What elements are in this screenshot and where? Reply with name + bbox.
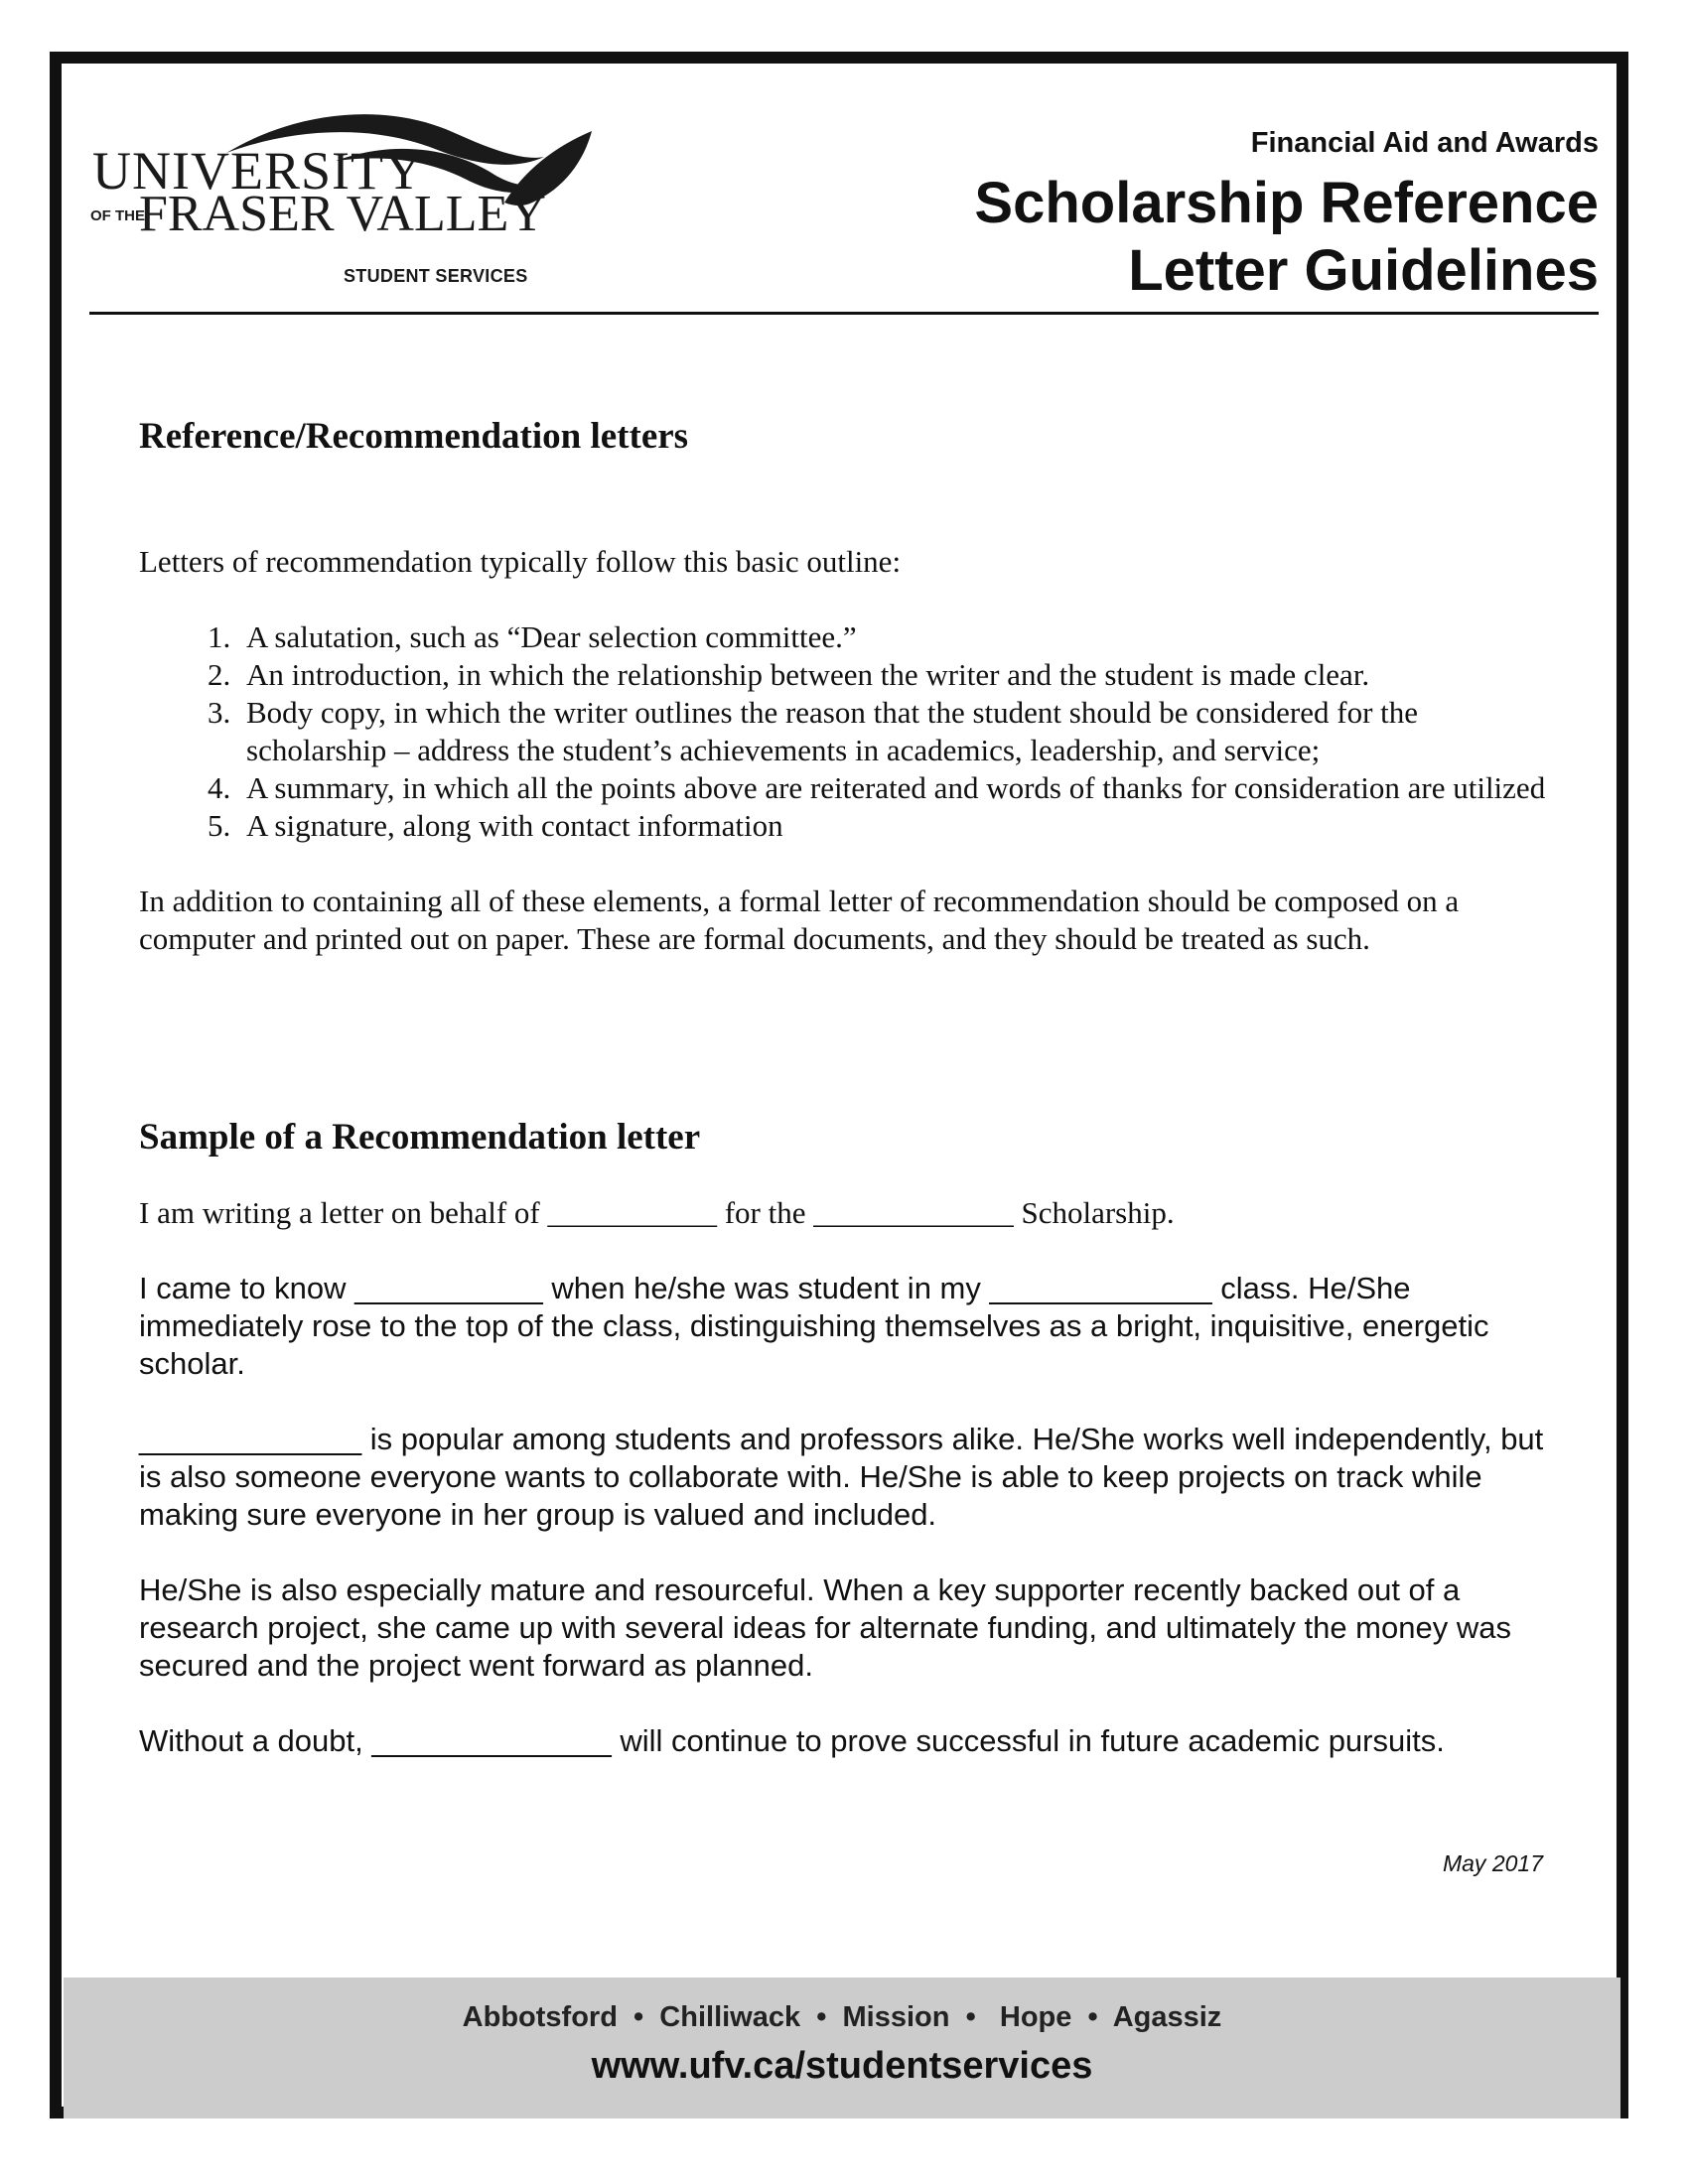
list-item: 2. An introduction, in which the relationship between the writer and the student is made clear.: [238, 656, 1549, 694]
logo-student-services-text: STUDENT SERVICES: [344, 266, 528, 286]
sample-paragraph-5: Without a doubt, ______________ will continue to prove successful in future academic pursuits.: [139, 1723, 1445, 1758]
logo-of-the-text: OF THE: [90, 207, 145, 224]
logo-fraser-valley-text: FRASER VALLEY: [139, 186, 546, 242]
header-divider: [89, 312, 1599, 315]
list-item: 1. A salutation, such as “Dear selection committee.”: [238, 618, 1549, 656]
outline-block: [139, 543, 1549, 958]
sample-paragraph-4: He/She is also especially mature and resourceful. When a key supporter recently backed out of a research project, she came up with several ideas for alternate funding, and ultimately the money was secured and the project went forward as planned.: [139, 1572, 1511, 1683]
section-reference-letters: [139, 415, 1549, 458]
sample-paragraph-3: _____________ is popular among students and professors alike. He/She works well independently, but is also someone everyone wants to collaborate with. He/She is able to keep projects on track while making sure everyone in her group is valued and included.: [139, 1422, 1544, 1532]
document-title-line2: Letter Guidelines: [1128, 238, 1599, 303]
outline-list: [139, 618, 1549, 845]
sample-paragraph-1: I am writing a letter on behalf of ___________ for the _____________ Scholarship.: [139, 1195, 1175, 1230]
section-sample-letter: [139, 1116, 1549, 1760]
outline-intro: Letters of recommendation typically follow this basic outline:: [139, 544, 902, 579]
logo-university-text: UNIVERSITY: [92, 141, 424, 201]
section-heading: Sample of a Recommendation letter: [139, 1117, 701, 1158]
footer-band: [64, 1978, 1620, 2118]
list-item: 4. A summary, in which all the points above are reiterated and words of thanks for consideration are utilized: [238, 769, 1549, 807]
document-date: May 2017: [1442, 1850, 1543, 1876]
list-item: 5. A signature, along with contact information: [238, 807, 1549, 845]
campus-locations: Abbotsford • Chilliwack • Mission • Hope • Agassiz: [462, 2001, 1222, 2033]
ufv-logo: [87, 91, 604, 300]
footer-url: www.ufv.ca/studentservices: [591, 2045, 1093, 2087]
document-header: [974, 127, 1599, 305]
section-heading: Reference/Recommendation letters: [139, 416, 689, 457]
closing-paragraph: In addition to containing all of these elements, a formal letter of recommendation should be composed on a computer and printed out on paper. These are formal documents, and they should be treated as such.: [139, 884, 1460, 956]
page-border: [50, 52, 1628, 2118]
document-title-line1: Scholarship Reference: [974, 171, 1599, 235]
list-item: 3. Body copy, in which the writer outlines the reason that the student should be considered for the scholarship – address the student’s achievements in academics, leadership, and service;: [238, 694, 1549, 769]
sample-paragraph-2: I came to know ___________ when he/she was student in my _____________ class. He/She immediately rose to the top of the class, distinguishing themselves as a bright, inquisitive, energetic scholar.: [139, 1271, 1489, 1381]
department-name: Financial Aid and Awards: [1250, 127, 1599, 159]
